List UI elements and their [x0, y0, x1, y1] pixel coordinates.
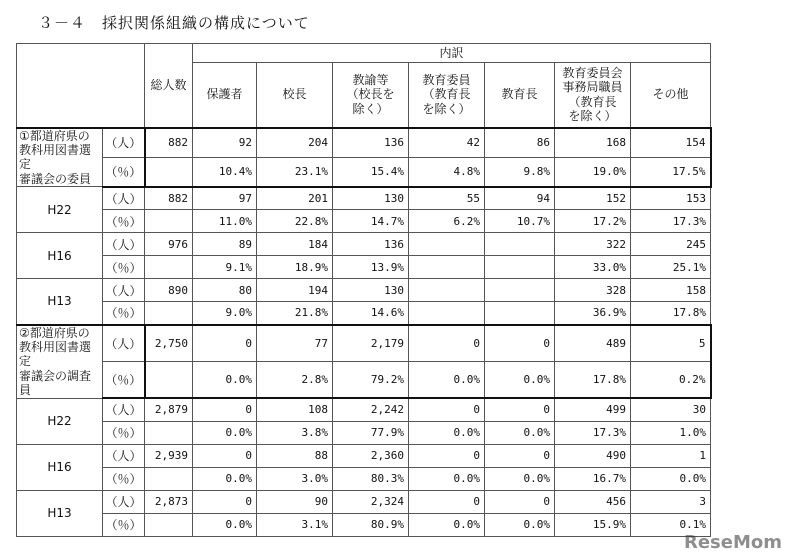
- total-count: 882: [145, 187, 193, 210]
- count-cell: 184: [257, 233, 333, 256]
- percent-cell: 0.0%: [409, 467, 485, 490]
- count-cell: 158: [631, 279, 711, 302]
- percent-cell: 0.0%: [409, 513, 485, 536]
- total-percent: [145, 210, 193, 233]
- percent-cell: 0.0%: [409, 361, 485, 398]
- total-count: 882: [145, 128, 193, 158]
- page-title: ３－４ 採択関係組織の構成について: [38, 14, 310, 32]
- percent-cell: 15.9%: [555, 513, 631, 536]
- col-header-1: 校長: [257, 63, 333, 128]
- count-cell: 168: [555, 128, 631, 158]
- count-cell: 153: [631, 187, 711, 210]
- unit-percent: （％）: [103, 467, 145, 490]
- composition-table: [16, 43, 777, 537]
- total-count: 2,750: [145, 325, 193, 362]
- unit-people: （人）: [103, 490, 145, 513]
- count-cell: 80: [193, 279, 257, 302]
- count-cell: 194: [257, 279, 333, 302]
- count-cell: 2,360: [333, 444, 409, 467]
- percent-cell: 9.1%: [193, 256, 257, 279]
- count-cell: 0: [193, 490, 257, 513]
- table-row: [17, 513, 777, 536]
- count-cell: 92: [193, 128, 257, 158]
- count-cell: 0: [193, 325, 257, 362]
- percent-cell: 2.8%: [257, 361, 333, 398]
- table-row: [17, 157, 777, 187]
- count-cell: 0: [485, 325, 555, 362]
- count-cell: 30: [631, 398, 711, 421]
- percent-cell: [409, 302, 485, 325]
- count-cell: 0: [409, 398, 485, 421]
- count-cell: 322: [555, 233, 631, 256]
- total-percent: [145, 157, 193, 187]
- section-label: ②都道府県の 教科用図書選定 審議会の調査員: [17, 325, 103, 398]
- percent-cell: 9.8%: [485, 157, 555, 187]
- count-cell: 108: [257, 398, 333, 421]
- count-cell: 97: [193, 187, 257, 210]
- unit-percent: （％）: [103, 361, 145, 398]
- count-cell: 89: [193, 233, 257, 256]
- unit-percent: （％）: [103, 513, 145, 536]
- percent-cell: 14.6%: [333, 302, 409, 325]
- percent-cell: 0.0%: [193, 361, 257, 398]
- percent-cell: 77.9%: [333, 421, 409, 444]
- percent-cell: 16.7%: [555, 467, 631, 490]
- count-cell: [409, 233, 485, 256]
- percent-cell: 10.7%: [485, 210, 555, 233]
- count-cell: 90: [257, 490, 333, 513]
- percent-cell: 14.7%: [333, 210, 409, 233]
- count-cell: 0: [193, 398, 257, 421]
- total-count: 976: [145, 233, 193, 256]
- percent-cell: 17.8%: [555, 361, 631, 398]
- total-percent: [145, 421, 193, 444]
- table-row: [17, 233, 777, 256]
- col-header-5: 教育委員会 事務局職員 （教育長 を除く）: [555, 63, 631, 128]
- table-row: [17, 256, 777, 279]
- col-header-0: 保護者: [193, 63, 257, 128]
- table-row: [17, 279, 777, 302]
- unit-people: （人）: [103, 128, 145, 158]
- count-cell: [485, 233, 555, 256]
- count-cell: 130: [333, 187, 409, 210]
- percent-cell: 21.8%: [257, 302, 333, 325]
- percent-cell: 22.8%: [257, 210, 333, 233]
- percent-cell: 17.5%: [631, 157, 711, 187]
- count-cell: 152: [555, 187, 631, 210]
- unit-people: （人）: [103, 187, 145, 210]
- percent-cell: 9.0%: [193, 302, 257, 325]
- table-row: [17, 210, 777, 233]
- percent-cell: 11.0%: [193, 210, 257, 233]
- percent-cell: 4.8%: [409, 157, 485, 187]
- table-row: [17, 302, 777, 325]
- table-row: [17, 361, 777, 398]
- count-cell: 201: [257, 187, 333, 210]
- percent-cell: [409, 256, 485, 279]
- percent-cell: 0.0%: [485, 467, 555, 490]
- percent-cell: 15.4%: [333, 157, 409, 187]
- col-header-4: 教育長: [485, 63, 555, 128]
- count-cell: 2,179: [333, 325, 409, 362]
- count-cell: 3: [631, 490, 711, 513]
- col-header-2: 教諭等 （校長を 除く）: [333, 63, 409, 128]
- total-percent: [145, 467, 193, 490]
- corner-cell: [17, 44, 145, 128]
- percent-cell: 36.9%: [555, 302, 631, 325]
- count-cell: 136: [333, 128, 409, 158]
- col-header-3: 教育委員 （教育長 を除く）: [409, 63, 485, 128]
- count-cell: 0: [485, 444, 555, 467]
- count-cell: [485, 279, 555, 302]
- percent-cell: 17.3%: [631, 210, 711, 233]
- percent-cell: 13.9%: [333, 256, 409, 279]
- percent-cell: 79.2%: [333, 361, 409, 398]
- col-header-breakdown: 内訳: [193, 44, 711, 63]
- count-cell: 490: [555, 444, 631, 467]
- percent-cell: 0.0%: [485, 361, 555, 398]
- unit-percent: （％）: [103, 421, 145, 444]
- count-cell: 328: [555, 279, 631, 302]
- count-cell: 0: [193, 444, 257, 467]
- watermark-logo: ReseMom: [683, 532, 782, 553]
- percent-cell: 3.1%: [257, 513, 333, 536]
- total-count: 2,879: [145, 398, 193, 421]
- unit-people: （人）: [103, 233, 145, 256]
- col-header-6: その他: [631, 63, 711, 128]
- total-percent: [145, 256, 193, 279]
- unit-people: （人）: [103, 279, 145, 302]
- percent-cell: 0.0%: [485, 513, 555, 536]
- year-label: H13: [17, 279, 103, 325]
- total-count: 2,873: [145, 490, 193, 513]
- total-percent: [145, 302, 193, 325]
- percent-cell: 3.0%: [257, 467, 333, 490]
- year-label: H13: [17, 490, 103, 536]
- section-label: ①都道府県の 教科用図書選定 審議会の委員: [17, 128, 103, 187]
- count-cell: 55: [409, 187, 485, 210]
- total-count: 890: [145, 279, 193, 302]
- count-cell: [409, 279, 485, 302]
- percent-cell: 18.9%: [257, 256, 333, 279]
- percent-cell: [485, 302, 555, 325]
- unit-percent: （％）: [103, 210, 145, 233]
- count-cell: 136: [333, 233, 409, 256]
- count-cell: 245: [631, 233, 711, 256]
- table-row: [17, 444, 777, 467]
- count-cell: 0: [409, 444, 485, 467]
- table-row: [17, 398, 777, 421]
- percent-cell: 0.0%: [485, 421, 555, 444]
- percent-cell: 0.2%: [631, 361, 711, 398]
- year-label: H22: [17, 398, 103, 444]
- percent-cell: 0.0%: [193, 467, 257, 490]
- percent-cell: 6.2%: [409, 210, 485, 233]
- count-cell: 88: [257, 444, 333, 467]
- percent-cell: 0.0%: [631, 467, 711, 490]
- table-row: [17, 467, 777, 490]
- year-label: H16: [17, 444, 103, 490]
- count-cell: 0: [409, 325, 485, 362]
- percent-cell: 80.9%: [333, 513, 409, 536]
- percent-cell: 3.8%: [257, 421, 333, 444]
- percent-cell: 17.3%: [555, 421, 631, 444]
- table-row: [17, 187, 777, 210]
- percent-cell: 17.2%: [555, 210, 631, 233]
- percent-cell: 0.0%: [193, 421, 257, 444]
- count-cell: 2,242: [333, 398, 409, 421]
- count-cell: 0: [409, 490, 485, 513]
- percent-cell: 0.1%: [631, 513, 711, 536]
- count-cell: 1: [631, 444, 711, 467]
- count-cell: 456: [555, 490, 631, 513]
- unit-people: （人）: [103, 398, 145, 421]
- percent-cell: 23.1%: [257, 157, 333, 187]
- total-count: 2,939: [145, 444, 193, 467]
- count-cell: 499: [555, 398, 631, 421]
- percent-cell: 1.0%: [631, 421, 711, 444]
- table-row: [17, 325, 777, 362]
- percent-cell: 33.0%: [555, 256, 631, 279]
- percent-cell: 10.4%: [193, 157, 257, 187]
- unit-people: （人）: [103, 325, 145, 362]
- unit-percent: （％）: [103, 302, 145, 325]
- table-row: [17, 490, 777, 513]
- count-cell: 5: [631, 325, 711, 362]
- count-cell: 489: [555, 325, 631, 362]
- count-cell: 42: [409, 128, 485, 158]
- col-header-total: 総人数: [145, 44, 193, 128]
- count-cell: 2,324: [333, 490, 409, 513]
- total-percent: [145, 513, 193, 536]
- count-cell: 0: [485, 490, 555, 513]
- year-label: H22: [17, 187, 103, 233]
- percent-cell: 25.1%: [631, 256, 711, 279]
- percent-cell: 19.0%: [555, 157, 631, 187]
- count-cell: 77: [257, 325, 333, 362]
- count-cell: 0: [485, 398, 555, 421]
- unit-people: （人）: [103, 444, 145, 467]
- percent-cell: 0.0%: [193, 513, 257, 536]
- table-row: [17, 128, 777, 158]
- count-cell: 130: [333, 279, 409, 302]
- percent-cell: [485, 256, 555, 279]
- table-row: [17, 421, 777, 444]
- count-cell: 204: [257, 128, 333, 158]
- count-cell: 154: [631, 128, 711, 158]
- unit-percent: （％）: [103, 256, 145, 279]
- year-label: H16: [17, 233, 103, 279]
- count-cell: 94: [485, 187, 555, 210]
- percent-cell: 17.8%: [631, 302, 711, 325]
- total-percent: [145, 361, 193, 398]
- unit-percent: （％）: [103, 157, 145, 187]
- percent-cell: 0.0%: [409, 421, 485, 444]
- percent-cell: 80.3%: [333, 467, 409, 490]
- count-cell: 86: [485, 128, 555, 158]
